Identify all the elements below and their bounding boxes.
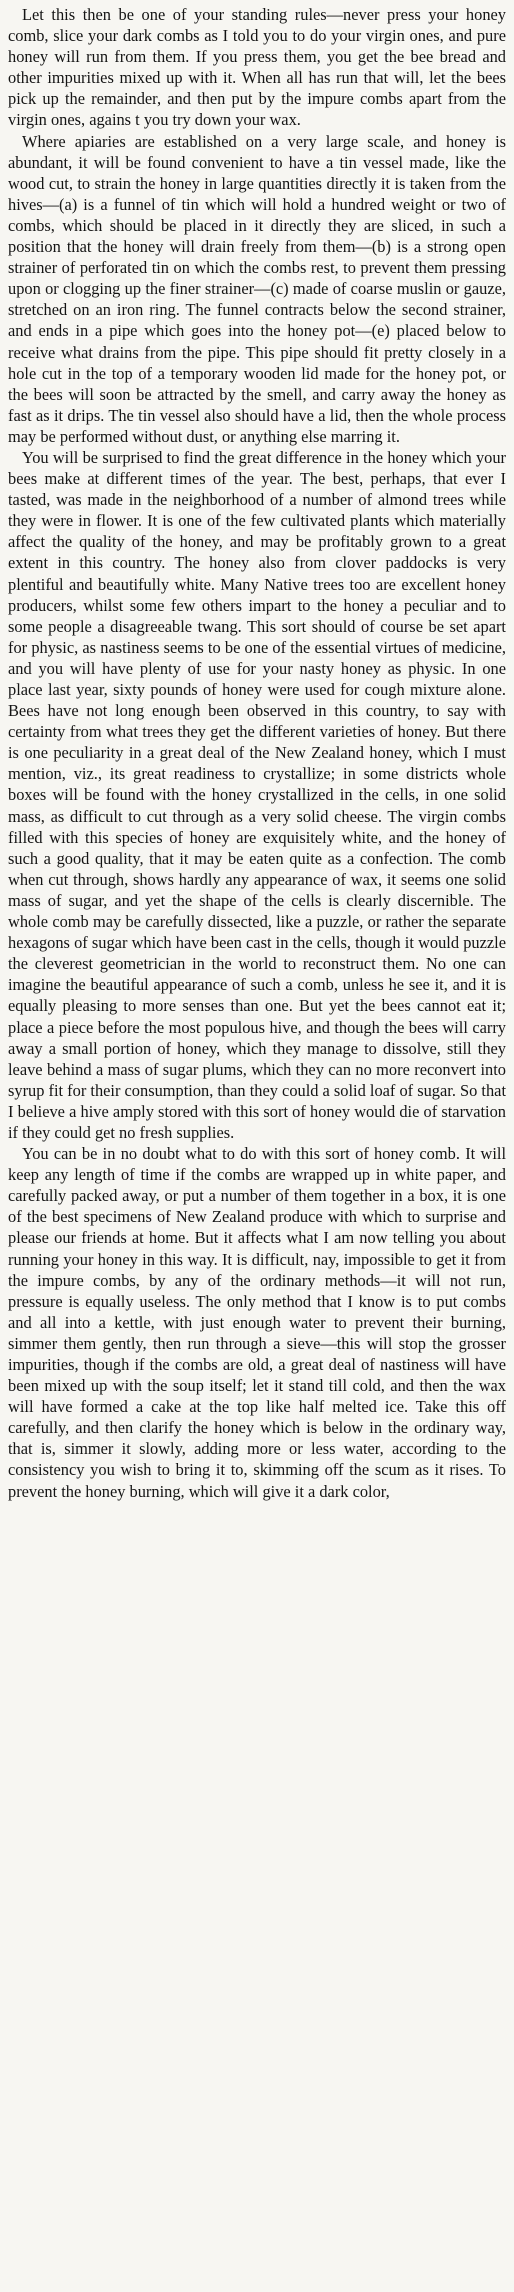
article-text bbox=[8, 4, 506, 1502]
paragraph-pressing-combs: Let this then be one of your standing rules—never press your honey comb, slice your dark combs as I told you to do your virgin ones, and pure honey will run from them. If you press them, you get the bee bread and other impurities mixed up with it. When all has run that will, let the bees pick up the remainder, and then put by the impure combs apart from the virgin ones, agains t you try down your wax. bbox=[8, 5, 506, 130]
paragraph-crystallized-honey: You can be in no doubt what to do with this sort of honey comb. It will keep any length of time if the combs are wrapped up in white paper, and carefully packed away, or put a number of them together in a box, it is one of the best specimens of New Zealand produce with which to surprise and please our friends at home. But it affects what I am now telling you about running your honey in this way. It is difficult, nay, impossible to get it from the impure combs, by any of the ordinary methods—it will not run, pressure is equally useless. The only method that I know is to put combs and all into a kettle, with just enough water to prevent their burning, simmer them gently, then run through a sieve—this will stop the grosser impurities, though if the combs are old, a great deal of nastiness will have been mixed up with the soup itself; let it stand till cold, and then the wax will have formed a cake at the top like half melted ice. Take this off carefully, and then clarify the honey which is below in the ordinary way, that is, simmer it slowly, adding more or less water, according to the consistency you wish to bring it to, skimming off the scum as it rises. To prevent the honey burning, which will give it a dark color, bbox=[8, 1144, 506, 1501]
paragraph-honey-varieties: You will be surprised to find the great difference in the honey which your bees make at different times of the year. The best, perhaps, that ever I tasted, was made in the neighborhood of a number of almond trees while they were in flower. It is one of the few cultivated plants which materially affect the quality of the honey, and may be profitably grown to a great extent in this country. The honey also from clover paddocks is very plentiful and beautifully white. Many Native trees too are excellent honey producers, whilst some few others impart to the honey a peculiar and to some people a disagreeable twang. This sort should of course be set apart for physic, as nastiness seems to be one of the essential virtues of medicine, and you will have plenty of use for your nasty honey as physic. In one place last year, sixty pounds of honey were used for cough mixture alone. Bees have not long enough been observed in this country, to say with certainty from what trees they get the different varieties of honey. But there is one peculiarity in a great deal of the New Zealand honey, which I must mention, viz., its great readiness to crystallize; in some districts whole boxes will be found with the honey crystallized in the cells, in one solid mass, as difficult to cut through as a very solid cheese. The virgin combs filled with this species of honey are exquisitely white, and the honey of such a good quality, that it may be eaten quite as a confection. The comb when cut through, shows hardly any appearance of wax, it seems one solid mass of sugar, and yet the shape of the cells is clearly discernible. The whole comb may be carefully dissected, like a puzzle, or rather the separate hexagons of sugar which have been cast in the cells, though it would puzzle the cleverest geometrician in the world to reconstruct them. No one can imagine the beautiful appearance of such a comb, unless he see it, and it is equally pleasing to more senses than one. But yet the bees cannot eat it; place a piece before the most populous hive, and though the bees will carry away a small portion of honey, which they manage to dissolve, still they leave behind a mass of sugar plums, which they can no more reconvert into syrup fit for their consumption, than they could a solid loaf of sugar. So that I believe a hive amply stored with this sort of honey would die of starvation if they could get no fresh supplies. bbox=[8, 447, 507, 1142]
paragraph-tin-strainer: Where apiaries are established on a very large scale, and honey is abundant, it will be found convenient to have a tin vessel made, like the wood cut, to strain the honey in large quantities directly it is taken from the hives—(a) is a funnel of tin which will hold a hundred weight or two of combs, which should be placed in it directly they are sliced, in such a position that the honey will drain freely from them—(b) is a strong open strainer of perforated tin on which the combs rest, to prevent them pressing upon or clogging up the finer strainer—(c) made of coarse muslin or gauze, stretched on an iron ring. The funnel contracts below the second strainer, and ends in a pipe which goes into the honey pot—(e) placed below to receive what drains from the pipe. This pipe should fit pretty closely in a hole cut in the top of a temporary wooden lid made for the honey pot, or the bees will soon be attracted by the smell, and carry away the honey as fast as it drips. The tin vessel also should have a lid, then the whole process may be performed without dust, or anything else marring it. bbox=[8, 131, 506, 446]
